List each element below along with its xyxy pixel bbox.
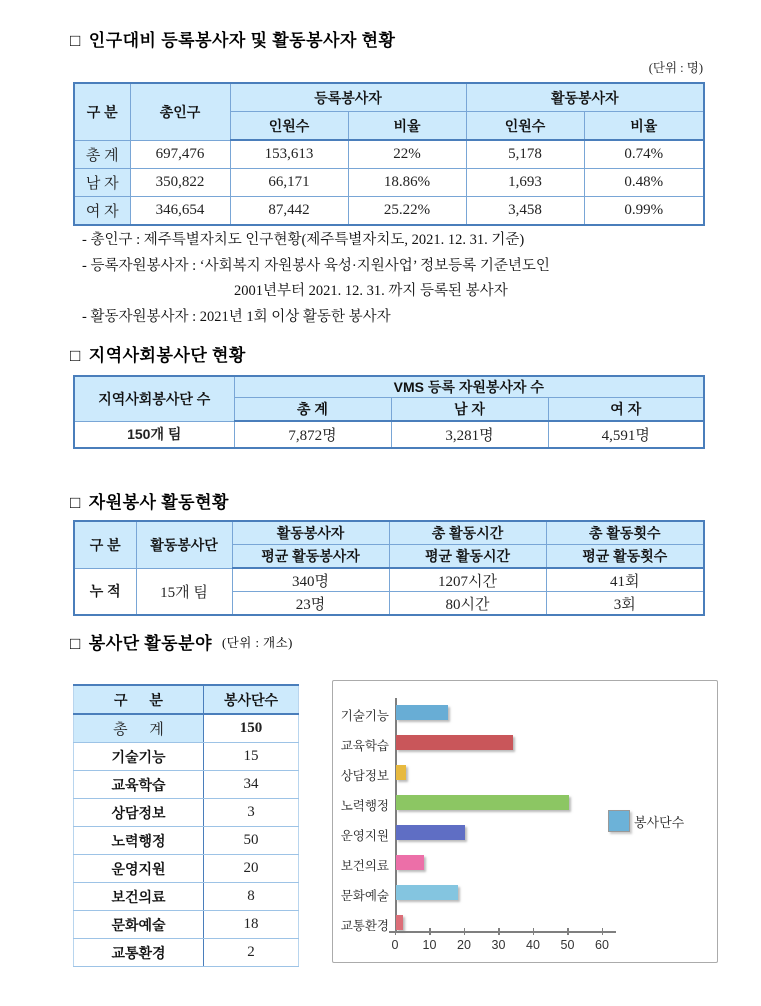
cell: 3,281명 [391,421,548,448]
cell: 80시간 [389,592,546,616]
chart-category-label: 운영지원 [340,829,389,843]
col-header-avg-volunteers: 평균 활동봉사자 [232,545,389,569]
table-row [74,197,704,226]
col-header-team-count: 지역사회봉사단 수 [74,376,234,421]
table4-header-row [74,685,299,714]
table-row [74,714,299,743]
cell: 0.99% [584,197,704,226]
cell: 8 [204,883,299,911]
x-axis-tick [498,928,500,935]
cell: 5,178 [466,140,584,169]
chart-bar [396,855,424,870]
x-axis-tick [395,928,397,935]
square-bullet-icon: □ [70,634,81,653]
x-axis-tick [602,928,604,935]
col-header-female: 여 자 [548,398,704,422]
footnote-line: - 등록자원봉사자 : ‘사회복지 자원봉사 육성·지원사업’ 정보등록 기준년도인 [82,257,550,274]
x-axis-tick [533,928,535,935]
cell: 153,613 [230,140,348,169]
col-header-total-population: 총인구 [130,83,230,140]
square-bullet-icon: □ [70,346,81,365]
x-axis-tick-label: 0 [391,938,399,952]
cell-category: 기술기능 [74,743,204,771]
chart-row [333,878,717,908]
x-axis-tick [429,928,431,935]
table-row [74,771,299,799]
chart-category-label: 기술기능 [340,709,389,723]
row-header-male: 남 자 [74,169,130,197]
table-row [74,169,704,197]
x-axis-tick [464,928,466,935]
cell: 25.22% [348,197,466,226]
cell-category: 보건의료 [74,883,204,911]
chart-bar [396,885,458,900]
row-header-total: 총 계 [74,714,204,743]
square-bullet-icon: □ [70,31,81,50]
cell: 41회 [546,568,704,592]
col-header-avg-hours: 평균 활동시간 [389,545,546,569]
cell: 340명 [232,568,389,592]
footnote-line: - 활동자원봉사자 : 2021년 1회 이상 활동한 봉사자 [82,308,391,325]
section2-title-text: 지역사회봉사단 현황 [88,346,246,365]
cell: 18 [204,911,299,939]
table1-header-row1 [74,83,704,112]
section4-title-text: 봉사단 활동분야 [88,634,212,653]
section1-title [70,26,395,51]
cell: 7,872명 [234,421,391,448]
cell: 66,171 [230,169,348,197]
col-header-total: 총 계 [234,398,391,422]
section2-title [70,341,246,366]
cell: 2 [204,939,299,967]
row-header-total: 총 계 [74,140,130,169]
table-row [74,939,299,967]
col-header-active-group: 활동봉사자 [466,83,704,112]
chart-legend [608,810,684,832]
cell: 1,693 [466,169,584,197]
cell-team-value: 15개 팀 [136,568,232,615]
section4-title [70,629,293,654]
chart-row [333,758,717,788]
legend-swatch [608,810,630,832]
activity-field-table [73,684,299,967]
legend-label: 봉사단수 [634,814,685,830]
chart-bar [396,705,448,720]
section1-unit-label: (단위 : 명) [648,61,703,75]
table-row [74,421,704,448]
col-header-reg-ratio: 비율 [348,112,466,141]
row-header-cumulative: 누 적 [74,568,136,615]
section1-title-text: 인구대비 등록봉사자 및 활동봉사자 현황 [88,31,396,50]
x-axis-tick-label: 20 [457,938,471,952]
chart-category-label: 교육학습 [340,739,389,753]
col-header-reg-count: 인원수 [230,112,348,141]
chart-category-label: 상담정보 [340,769,389,783]
cell: 150 [204,714,299,743]
cell: 15 [204,743,299,771]
table2-header-row1 [74,376,704,398]
chart-category-label: 노력행정 [340,799,389,813]
cell-team-count: 150개 팀 [74,421,234,448]
section4-unit-label: (단위 : 개소) [222,636,293,650]
x-axis-tick [567,928,569,935]
cell: 3회 [546,592,704,616]
cell: 87,442 [230,197,348,226]
col-header-total-hours: 총 활동시간 [389,521,546,545]
cell: 18.86% [348,169,466,197]
table-row [74,883,299,911]
col-header-male: 남 자 [391,398,548,422]
chart-bar [396,915,403,930]
chart-bar [396,765,406,780]
footnote-line: 2001년부터 2021. 12. 31. 까지 등록된 봉사자 [234,283,508,299]
chart-row [333,848,717,878]
cell-category: 상담정보 [74,799,204,827]
cell: 3 [204,799,299,827]
table-row [74,140,704,169]
cell-category: 노력행정 [74,827,204,855]
chart-bar [396,825,465,840]
col-header-vms-group: VMS 등록 자원봉사자 수 [234,376,704,398]
col-header-category: 구 분 [74,685,204,714]
activity-field-bar-chart [332,680,718,963]
col-header-avg-count: 평균 활동횟수 [546,545,704,569]
cell: 350,822 [130,169,230,197]
col-header-gubun: 구 분 [74,83,130,140]
col-header-active-volunteers: 활동봉사자 [232,521,389,545]
table-row [74,827,299,855]
chart-row [333,728,717,758]
table-row [74,743,299,771]
cell: 0.48% [584,169,704,197]
cell: 3,458 [466,197,584,226]
chart-bar [396,795,569,810]
col-header-registered-group: 등록봉사자 [230,83,466,112]
section3-title [70,488,229,513]
footnotes [82,228,702,330]
community-team-table [73,375,705,449]
cell-category: 문화예술 [74,911,204,939]
cell-category: 교통환경 [74,939,204,967]
cell: 697,476 [130,140,230,169]
chart-category-label: 문화예술 [340,889,389,903]
chart-category-label: 교통환경 [340,919,389,933]
cell: 346,654 [130,197,230,226]
col-header-act-ratio: 비율 [584,112,704,141]
col-header-team-count: 봉사단수 [204,685,299,714]
footnote-line: - 총인구 : 제주특별자치도 인구현황(제주특별자치도, 2021. 12. 31. 기준) [82,232,525,248]
cell: 34 [204,771,299,799]
cell: 23명 [232,592,389,616]
col-header-gubun: 구 분 [74,521,136,568]
x-axis-tick-label: 40 [526,938,540,952]
table-row [74,568,704,592]
col-header-total-count: 총 활동횟수 [546,521,704,545]
x-axis-tick-label: 50 [560,938,575,952]
table3-header-row1 [74,521,704,545]
chart-row [333,908,717,938]
cell: 0.74% [584,140,704,169]
row-header-female: 여 자 [74,197,130,226]
cell-category: 교육학습 [74,771,204,799]
x-axis-tick-label: 10 [422,938,437,952]
cell: 50 [204,827,299,855]
table-row [74,855,299,883]
col-header-active-team: 활동봉사단 [136,521,232,568]
activity-status-table [73,520,705,616]
cell: 4,591명 [548,421,704,448]
cell: 22% [348,140,466,169]
cell: 20 [204,855,299,883]
cell-category: 운영지원 [74,855,204,883]
chart-category-label: 보건의료 [340,859,389,873]
col-header-act-count: 인원수 [466,112,584,141]
table-row [74,799,299,827]
cell: 1207시간 [389,568,546,592]
x-axis-tick-label: 30 [491,938,506,952]
chart-bar [396,735,513,750]
chart-row [333,698,717,728]
x-axis-tick-label: 60 [595,938,609,952]
population-volunteer-table [73,82,705,226]
section3-title-text: 자원봉사 활동현황 [88,493,229,512]
square-bullet-icon: □ [70,493,81,512]
table-row [74,911,299,939]
